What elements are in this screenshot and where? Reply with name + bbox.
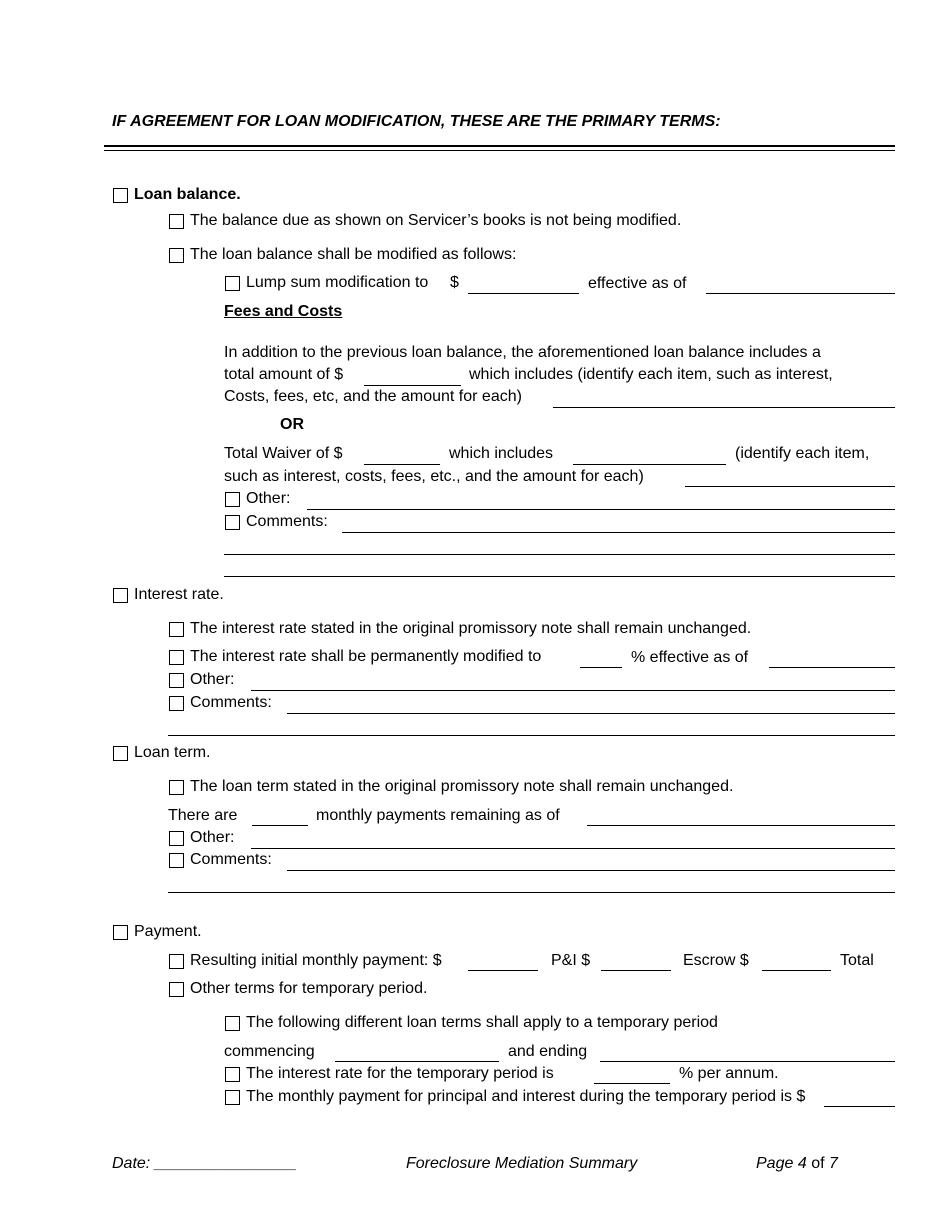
waiver-label: Total Waiver of $: [224, 445, 343, 462]
footer-page-number: [756, 1154, 838, 1174]
loan-term-checkbox[interactable]: [113, 746, 128, 761]
temp-rate-checkbox[interactable]: [225, 1067, 240, 1082]
rate-comments-field[interactable]: [287, 713, 895, 714]
rate-effective-label: % effective as of: [631, 649, 749, 666]
loan-balance-checkbox[interactable]: [113, 188, 128, 203]
term-unchanged-checkbox[interactable]: [169, 780, 184, 795]
or-label: OR: [280, 416, 304, 433]
fees-paragraph-line1: In addition to the previous loan balance, the aforementioned loan balance includes a: [224, 344, 821, 361]
lump-sum-date-field[interactable]: [706, 293, 895, 294]
ending-field[interactable]: [600, 1061, 895, 1062]
balance-other-label: Other:: [246, 490, 291, 507]
rate-modified-label: The interest rate shall be permanently modified to: [190, 648, 542, 665]
temp-rate-field[interactable]: [594, 1083, 670, 1084]
footer-date: Date: ________________: [112, 1155, 298, 1172]
term-comments-label: Comments:: [190, 851, 272, 868]
waiver-amount-field[interactable]: [364, 464, 440, 465]
total-label: Total: [840, 952, 874, 969]
resulting-payment-checkbox[interactable]: [169, 954, 184, 969]
page-of: of: [811, 1155, 825, 1172]
rate-other-field[interactable]: [251, 690, 895, 691]
term-other-field[interactable]: [251, 848, 895, 849]
balance-comments-label: Comments:: [246, 513, 328, 530]
waiver-items-field[interactable]: [685, 486, 895, 487]
term-unchanged-label: The loan term stated in the original promissory note shall remain unchanged.: [190, 778, 734, 795]
resulting-payment-field[interactable]: [468, 970, 538, 971]
rate-comments-line2[interactable]: [168, 735, 895, 736]
escrow-field[interactable]: [762, 970, 831, 971]
lump-sum-amount-field[interactable]: [468, 293, 579, 294]
waiver-includes-label: which includes: [449, 445, 554, 462]
page-prefix: Page: [756, 1155, 794, 1172]
temp-rate-unit: % per annum.: [679, 1065, 779, 1082]
fees-paragraph-line2a: total amount of $: [224, 366, 344, 383]
payment-checkbox[interactable]: [113, 925, 128, 940]
loan-balance-heading: Loan balance.: [134, 186, 241, 203]
waiver-includes-field[interactable]: [573, 464, 726, 465]
balance-other-field[interactable]: [307, 509, 895, 510]
payment-heading: Payment.: [134, 923, 202, 940]
lump-sum-dollar: $: [450, 274, 459, 291]
rate-other-label: Other:: [190, 671, 235, 688]
balance-comments-field[interactable]: [342, 532, 895, 533]
rate-date-field[interactable]: [769, 667, 895, 668]
term-comments-field[interactable]: [287, 870, 895, 871]
page-title: IF AGREEMENT FOR LOAN MODIFICATION, THESE ARE THE PRIMARY TERMS:: [112, 113, 721, 130]
other-terms-label: Other terms for temporary period.: [190, 980, 428, 997]
commencing-field[interactable]: [335, 1061, 499, 1062]
rate-comments-checkbox[interactable]: [169, 696, 184, 711]
term-other-label: Other:: [190, 829, 235, 846]
lump-sum-label: Lump sum modification to: [246, 274, 429, 291]
temp-terms-checkbox[interactable]: [225, 1016, 240, 1031]
fees-items-field[interactable]: [553, 407, 895, 408]
balance-comments-line2[interactable]: [224, 554, 895, 555]
there-are-label: There are: [168, 807, 238, 824]
escrow-label: Escrow $: [683, 952, 749, 969]
rate-unchanged-checkbox[interactable]: [169, 622, 184, 637]
rate-unchanged-label: The interest rate stated in the original promissory note shall remain unchanged.: [190, 620, 752, 637]
page-total: 7: [828, 1155, 838, 1172]
interest-rate-heading: Interest rate.: [134, 586, 224, 603]
fees-total-amount-field[interactable]: [364, 385, 461, 386]
ending-label: and ending: [508, 1043, 588, 1060]
term-comments-line2[interactable]: [168, 892, 895, 893]
payments-remaining-label: monthly payments remaining as of: [316, 807, 560, 824]
loan-term-heading: Loan term.: [134, 744, 211, 761]
balance-comments-checkbox[interactable]: [225, 515, 240, 530]
temp-terms-label: The following different loan terms shall apply to a temporary period: [246, 1014, 718, 1031]
lump-sum-effective-label: effective as of: [588, 275, 687, 292]
waiver-line2: such as interest, costs, fees, etc., and the amount for each): [224, 468, 644, 485]
temp-payment-label: The monthly payment for principal and interest during the temporary period is $: [246, 1088, 806, 1105]
fees-paragraph-line3: Costs, fees, etc, and the amount for each): [224, 388, 522, 405]
waiver-identify-label: (identify each item,: [735, 445, 870, 462]
rate-other-checkbox[interactable]: [169, 673, 184, 688]
pi-label: P&I $: [551, 952, 591, 969]
payments-date-field[interactable]: [587, 825, 895, 826]
balance-modified-checkbox[interactable]: [169, 248, 184, 263]
page-num: 4: [797, 1155, 807, 1172]
balance-other-checkbox[interactable]: [225, 492, 240, 507]
temp-payment-checkbox[interactable]: [225, 1090, 240, 1105]
balance-modified-label: The loan balance shall be modified as follows:: [190, 246, 517, 263]
header-divider: [104, 145, 895, 151]
fees-costs-heading: Fees and Costs: [224, 303, 343, 320]
term-comments-checkbox[interactable]: [169, 853, 184, 868]
commencing-label: commencing: [224, 1043, 315, 1060]
temp-payment-field[interactable]: [824, 1106, 895, 1107]
resulting-payment-label: Resulting initial monthly payment: $: [190, 952, 442, 969]
balance-not-modified-label: The balance due as shown on Servicer’s books is not being modified.: [190, 212, 682, 229]
pi-field[interactable]: [601, 970, 671, 971]
balance-comments-line3[interactable]: [224, 576, 895, 577]
balance-not-modified-checkbox[interactable]: [169, 214, 184, 229]
interest-rate-checkbox[interactable]: [113, 588, 128, 603]
fees-paragraph-line2b: which includes (identify each item, such as interest,: [469, 366, 833, 383]
rate-percent-field[interactable]: [580, 667, 622, 668]
lump-sum-checkbox[interactable]: [225, 276, 240, 291]
footer-doc-title: Foreclosure Mediation Summary: [406, 1155, 638, 1172]
payments-count-field[interactable]: [252, 825, 308, 826]
rate-comments-label: Comments:: [190, 694, 272, 711]
other-terms-checkbox[interactable]: [169, 982, 184, 997]
rate-modified-checkbox[interactable]: [169, 650, 184, 665]
term-other-checkbox[interactable]: [169, 831, 184, 846]
temp-rate-label: The interest rate for the temporary period is: [246, 1065, 554, 1082]
